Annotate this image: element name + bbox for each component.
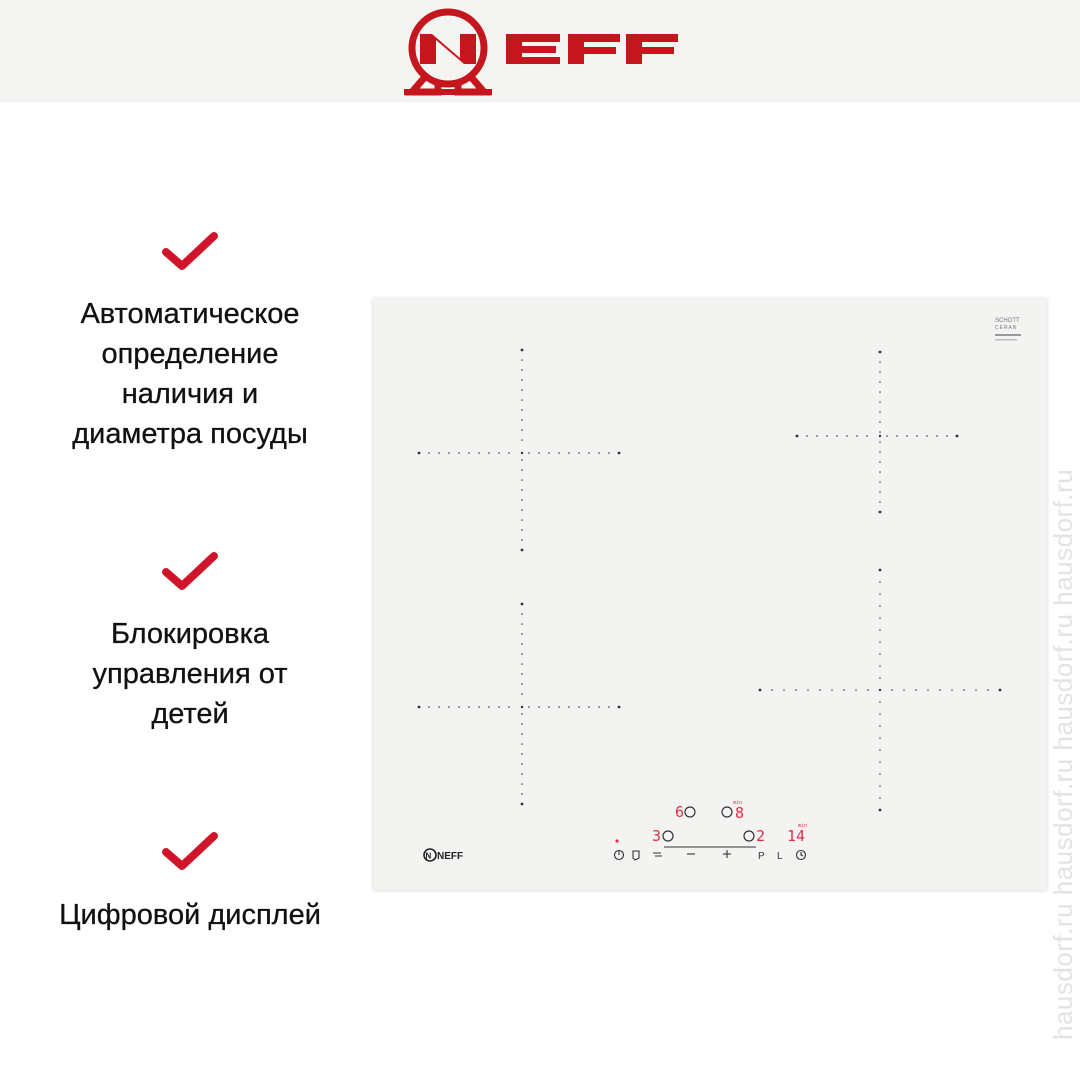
zone-mark-dot — [879, 481, 881, 483]
zone-mark-dot — [879, 361, 881, 363]
control-display — [652, 800, 807, 845]
zone-mark-dot — [879, 701, 881, 703]
cooktop-image — [373, 298, 1047, 890]
zone-selector-b[interactable] — [722, 807, 732, 817]
glass-marking-line — [995, 334, 1021, 336]
child-lock-icon[interactable] — [633, 851, 639, 860]
zone-mark-dot — [856, 435, 858, 437]
zone-mark-dot — [521, 389, 523, 391]
zone-mark-dot — [608, 452, 610, 454]
zone-mark-dot — [521, 479, 523, 481]
zone-mark-dot — [879, 471, 881, 473]
zone-mark-dot — [521, 489, 523, 491]
check-icon — [160, 550, 220, 594]
zone-mark-dot — [879, 421, 881, 423]
zone-mark-dot — [879, 713, 881, 715]
zone-mark-dot — [783, 689, 785, 691]
zone-mark-dot — [521, 733, 523, 735]
zone-mark-dot — [879, 491, 881, 493]
zone-b-small: min — [733, 800, 743, 806]
zone-mark-dot — [521, 539, 523, 541]
zone-mark-dot — [879, 461, 881, 463]
zone-mark-dot — [618, 452, 621, 455]
zone-mark-dot — [521, 613, 523, 615]
zone-mark-dot — [879, 371, 881, 373]
zone-mark-dot — [879, 665, 881, 667]
glass-maker-text: SCHOTT — [995, 318, 1020, 324]
zone-mark-dot — [521, 663, 523, 665]
zone-mark-dot — [879, 569, 882, 572]
zone-mark-dot — [438, 706, 440, 708]
zone-mark-dot — [831, 689, 833, 691]
zone-mark-dot — [975, 689, 977, 691]
zone-mark-dot — [926, 435, 928, 437]
zone-mark-dot — [588, 706, 590, 708]
zone-mark-dot — [879, 629, 881, 631]
zone-mark-dot — [879, 797, 881, 799]
zone-mark-dot — [843, 689, 845, 691]
zone-mark-dot — [939, 689, 941, 691]
zone-mark-dot — [478, 706, 480, 708]
zone-mark-dot — [521, 379, 523, 381]
zone-mark-dot — [946, 435, 948, 437]
zone-mark-dot — [879, 605, 881, 607]
zone-mark-dot — [521, 773, 523, 775]
zone-mark-dot — [879, 737, 881, 739]
zone-mark-dot — [879, 785, 881, 787]
zone-mark-dot — [521, 633, 523, 635]
zone-mark-dot — [855, 689, 857, 691]
zone-mark-dot — [521, 743, 523, 745]
zone-mark-dot — [759, 689, 762, 692]
zone-b-level: 8 — [735, 804, 745, 822]
feature-text: Автоматическое определение наличия и диаметра посуды — [72, 298, 308, 450]
zone-mark-dot — [987, 689, 989, 691]
zone-mark-dot — [879, 641, 881, 643]
zone-mark-dot — [521, 549, 524, 552]
zone-mark-dot — [879, 351, 882, 354]
zone-mark-dot — [879, 689, 881, 691]
zone-mark-dot — [558, 452, 560, 454]
zone-mark-dot — [879, 593, 881, 595]
zone-mark-dot — [521, 803, 524, 806]
zone-mark-dot — [558, 706, 560, 708]
zone-mark-dot — [879, 451, 881, 453]
zone-mark-dot — [418, 706, 421, 709]
zone-mark-dot — [891, 689, 893, 691]
zone-mark-dot — [915, 689, 917, 691]
zone-mark-dot — [548, 452, 550, 454]
zone-mark-dot — [598, 452, 600, 454]
glass-marking-line — [995, 339, 1017, 341]
feature-text: Цифровой дисплей — [59, 899, 321, 931]
feature-digital-display — [20, 830, 360, 935]
feature-child-lock — [20, 550, 360, 734]
zone-mark-dot — [879, 411, 881, 413]
header-bar — [0, 0, 1080, 102]
zone-mark-dot — [886, 435, 888, 437]
zone-selector-d[interactable] — [744, 831, 754, 841]
zone-mark-dot — [521, 713, 523, 715]
zone-mark-dot — [867, 689, 869, 691]
zone-mark-dot — [528, 452, 530, 454]
zone-mark-dot — [418, 452, 421, 455]
zone-mark-dot — [521, 359, 523, 361]
zone-mark-dot — [521, 673, 523, 675]
program-button[interactable]: P — [758, 851, 765, 862]
zone-mark-dot — [521, 349, 524, 352]
zone-selector-c[interactable] — [663, 831, 673, 841]
boost-icon[interactable] — [653, 853, 662, 856]
zone-mark-dot — [956, 435, 959, 438]
zone-mark-dot — [538, 706, 540, 708]
zone-mark-dot — [568, 706, 570, 708]
cooktop-surface — [373, 298, 1047, 890]
zone-mark-dot — [428, 452, 430, 454]
timer-readout: 14 — [787, 827, 806, 845]
zone-mark-dot — [771, 689, 773, 691]
zone-mark-dot — [468, 706, 470, 708]
zone-mark-dot — [521, 429, 523, 431]
zone-mark-dot — [598, 706, 600, 708]
zone-mark-dot — [879, 401, 881, 403]
zone-mark-dot — [816, 435, 818, 437]
zone-mark-dot — [806, 435, 808, 437]
zone-mark-dot — [458, 452, 460, 454]
zone-mark-dot — [879, 653, 881, 655]
zone-mark-dot — [879, 773, 881, 775]
zone-mark-dot — [879, 677, 881, 679]
check-icon — [160, 230, 220, 274]
zone-mark-dot — [508, 452, 510, 454]
zone-mark-dot — [879, 441, 881, 443]
zone-mark-dot — [521, 439, 523, 441]
zone-mark-dot — [521, 519, 523, 521]
zone-mark-dot — [951, 689, 953, 691]
zone-mark-dot — [879, 581, 881, 583]
zone-mark-dot — [999, 689, 1002, 692]
lock-button[interactable]: L — [777, 851, 783, 862]
zone-mark-dot — [916, 435, 918, 437]
neff-logo — [402, 6, 682, 98]
zone-mark-dot — [879, 617, 881, 619]
zone-mark-dot — [498, 706, 500, 708]
zone-mark-dot — [521, 623, 523, 625]
zone-c-level: 3 — [652, 827, 662, 845]
zone-mark-dot — [488, 452, 490, 454]
zone-mark-dot — [538, 452, 540, 454]
zone-mark-dot — [521, 706, 523, 708]
indicator-dot — [615, 839, 618, 842]
zone-mark-dot — [521, 783, 523, 785]
zone-mark-dot — [438, 452, 440, 454]
svg-text:N: N — [425, 851, 432, 861]
zone-mark-dot — [879, 725, 881, 727]
check-icon — [160, 830, 220, 874]
cooking-zones — [418, 349, 1002, 812]
zone-mark-dot — [578, 706, 580, 708]
zone-mark-dot — [879, 501, 881, 503]
zone-mark-dot — [879, 431, 881, 433]
zone-mark-dot — [568, 452, 570, 454]
zone-mark-dot — [879, 511, 882, 514]
zone-mark-dot — [896, 435, 898, 437]
zone-mark-dot — [478, 452, 480, 454]
zone-mark-dot — [795, 689, 797, 691]
zone-mark-dot — [879, 809, 882, 812]
zone-mark-dot — [521, 793, 523, 795]
panel-brand-text: NEFF — [437, 851, 464, 862]
zone-mark-dot — [528, 706, 530, 708]
zone-mark-dot — [521, 603, 524, 606]
feature-text: Блокировка управления от детей — [92, 618, 288, 730]
zone-mark-dot — [521, 509, 523, 511]
zone-mark-dot — [548, 706, 550, 708]
zone-mark-dot — [521, 643, 523, 645]
zone-mark-dot — [608, 706, 610, 708]
zone-mark-dot — [879, 435, 881, 437]
zone-mark-dot — [521, 469, 523, 471]
zone-mark-dot — [521, 419, 523, 421]
zone-mark-dot — [521, 452, 523, 454]
zone-mark-dot — [521, 653, 523, 655]
zone-mark-dot — [879, 761, 881, 763]
zone-mark-dot — [927, 689, 929, 691]
zone-mark-dot — [488, 706, 490, 708]
zone-mark-dot — [903, 689, 905, 691]
zone-mark-dot — [963, 689, 965, 691]
zone-mark-dot — [826, 435, 828, 437]
zone-mark-dot — [796, 435, 799, 438]
zone-selector-a[interactable] — [685, 807, 695, 817]
zone-a-level: 6 — [675, 803, 685, 821]
zone-mark-dot — [508, 706, 510, 708]
zone-mark-dot — [836, 435, 838, 437]
zone-mark-dot — [448, 706, 450, 708]
zone-mark-dot — [521, 369, 523, 371]
zone-mark-dot — [521, 399, 523, 401]
zone-mark-dot — [521, 459, 523, 461]
zone-mark-dot — [879, 749, 881, 751]
zone-mark-dot — [521, 683, 523, 685]
zone-mark-dot — [448, 452, 450, 454]
timer-unit: min — [798, 823, 808, 829]
zone-mark-dot — [521, 409, 523, 411]
zone-mark-dot — [521, 763, 523, 765]
zone-mark-dot — [807, 689, 809, 691]
zone-mark-dot — [468, 452, 470, 454]
feature-auto-detection — [20, 230, 360, 454]
zone-mark-dot — [866, 435, 868, 437]
zone-mark-dot — [906, 435, 908, 437]
zone-mark-dot — [521, 693, 523, 695]
zone-d-level: 2 — [756, 827, 766, 845]
zone-mark-dot — [521, 499, 523, 501]
zone-mark-dot — [578, 452, 580, 454]
zone-mark-dot — [521, 753, 523, 755]
zone-mark-dot — [521, 529, 523, 531]
zone-mark-dot — [936, 435, 938, 437]
zone-mark-dot — [879, 391, 881, 393]
zone-mark-dot — [521, 723, 523, 725]
zone-mark-dot — [498, 452, 500, 454]
zone-mark-dot — [879, 381, 881, 383]
zone-mark-dot — [846, 435, 848, 437]
zone-mark-dot — [618, 706, 621, 709]
zone-mark-dot — [588, 452, 590, 454]
zone-mark-dot — [819, 689, 821, 691]
watermark: hausdorf.ru hausdorf.ru hausdorf.ru hausdorf.ru — [1048, 468, 1078, 1040]
zone-mark-dot — [428, 706, 430, 708]
zone-mark-dot — [458, 706, 460, 708]
glass-maker-text: CERAN — [995, 325, 1018, 331]
